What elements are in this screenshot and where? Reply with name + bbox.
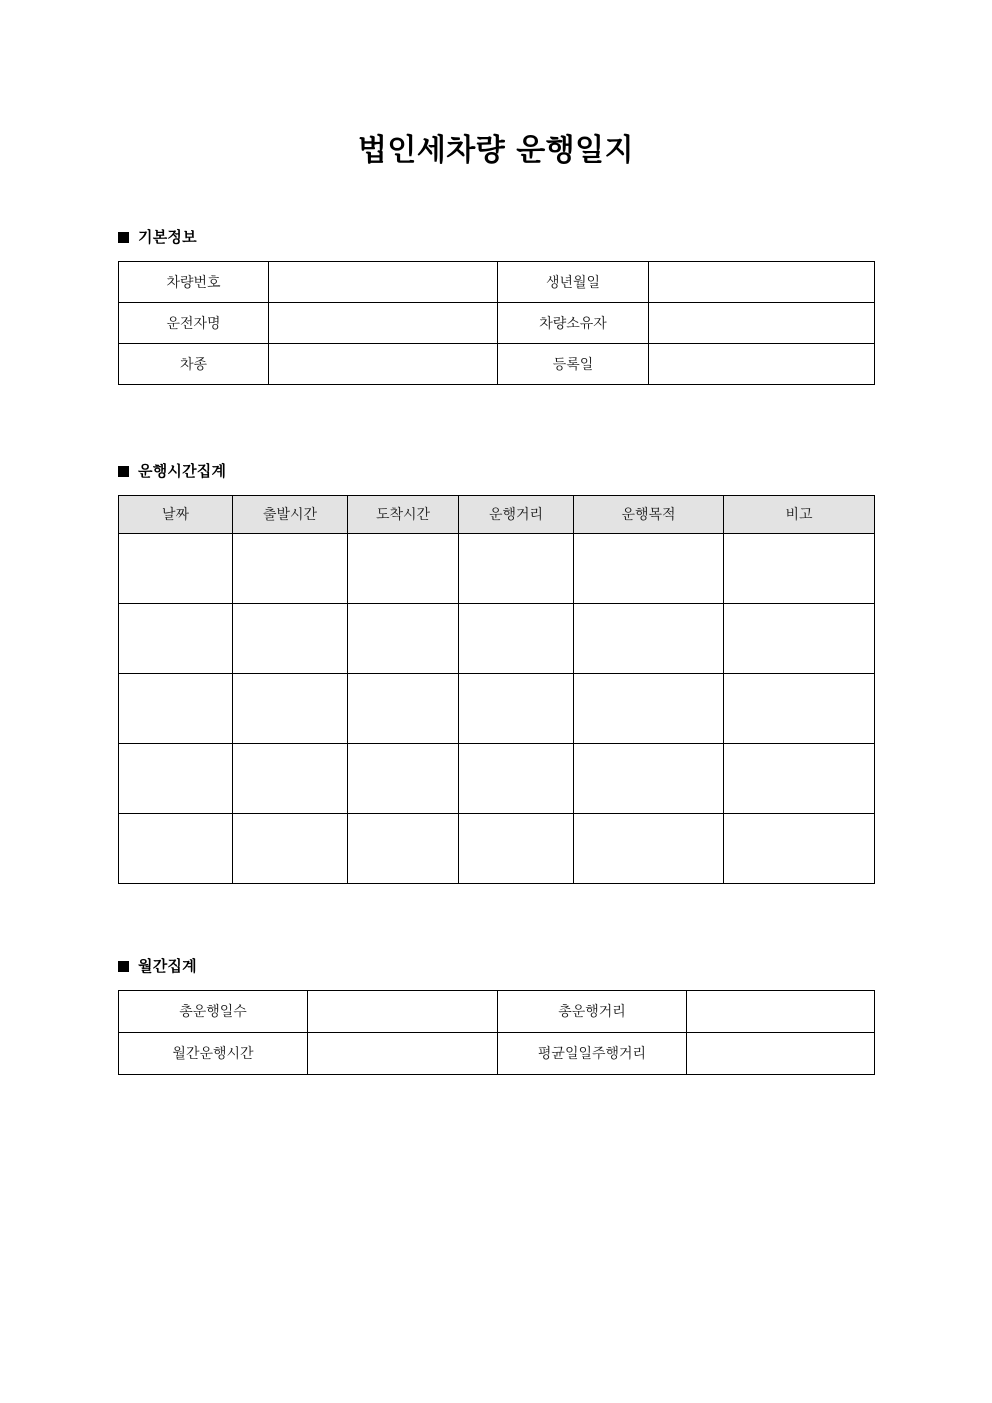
section-driving-log bbox=[0, 461, 992, 884]
table-row bbox=[119, 673, 875, 743]
table-row bbox=[119, 990, 875, 1032]
cell-departure-time[interactable] bbox=[233, 813, 348, 883]
cell-departure-time[interactable] bbox=[233, 603, 348, 673]
section-monthly-summary bbox=[0, 956, 992, 1075]
field-label-average-daily-distance: 평균일일주행거리 bbox=[498, 1032, 687, 1074]
cell-departure-time[interactable] bbox=[233, 533, 348, 603]
cell-arrival-time[interactable] bbox=[348, 603, 459, 673]
section-heading-basic-info bbox=[0, 227, 992, 246]
cell-distance[interactable] bbox=[459, 603, 574, 673]
table-row bbox=[119, 743, 875, 813]
cell-purpose[interactable] bbox=[574, 603, 724, 673]
cell-date[interactable] bbox=[119, 743, 233, 813]
cell-distance[interactable] bbox=[459, 813, 574, 883]
filled-square-icon bbox=[118, 232, 129, 243]
basic-info-table bbox=[118, 261, 875, 385]
cell-purpose[interactable] bbox=[574, 533, 724, 603]
column-header-distance: 운행거리 bbox=[459, 495, 574, 533]
field-label-monthly-driving-hours: 월간운행시간 bbox=[119, 1032, 308, 1074]
cell-remarks[interactable] bbox=[724, 743, 875, 813]
field-value-vehicle-number[interactable] bbox=[269, 261, 498, 302]
section-basic-info bbox=[0, 227, 992, 385]
cell-distance[interactable] bbox=[459, 743, 574, 813]
field-value-average-daily-distance[interactable] bbox=[687, 1032, 875, 1074]
table-header-row bbox=[119, 495, 875, 533]
field-value-vehicle-owner[interactable] bbox=[649, 302, 875, 343]
cell-remarks[interactable] bbox=[724, 813, 875, 883]
field-value-monthly-driving-hours[interactable] bbox=[308, 1032, 498, 1074]
section-heading-monthly-summary bbox=[0, 956, 992, 975]
table-row bbox=[119, 302, 875, 343]
cell-distance[interactable] bbox=[459, 533, 574, 603]
cell-arrival-time[interactable] bbox=[348, 813, 459, 883]
table-row bbox=[119, 343, 875, 384]
column-header-remarks: 비고 bbox=[724, 495, 875, 533]
field-label-driver-name: 운전자명 bbox=[119, 302, 269, 343]
filled-square-icon bbox=[118, 961, 129, 972]
section-heading-label: 운행시간집계 bbox=[138, 461, 227, 480]
field-label-total-distance: 총운행거리 bbox=[498, 990, 687, 1032]
cell-distance[interactable] bbox=[459, 673, 574, 743]
field-label-registration-date: 등록일 bbox=[498, 343, 649, 384]
cell-arrival-time[interactable] bbox=[348, 533, 459, 603]
section-heading-driving-log bbox=[0, 461, 992, 480]
cell-arrival-time[interactable] bbox=[348, 673, 459, 743]
cell-purpose[interactable] bbox=[574, 813, 724, 883]
table-row bbox=[119, 603, 875, 673]
field-label-vehicle-owner: 차량소유자 bbox=[498, 302, 649, 343]
field-label-vehicle-type: 차종 bbox=[119, 343, 269, 384]
cell-arrival-time[interactable] bbox=[348, 743, 459, 813]
cell-date[interactable] bbox=[119, 603, 233, 673]
table-row bbox=[119, 813, 875, 883]
field-value-total-distance[interactable] bbox=[687, 990, 875, 1032]
driving-log-table bbox=[118, 495, 875, 884]
cell-remarks[interactable] bbox=[724, 533, 875, 603]
column-header-purpose: 운행목적 bbox=[574, 495, 724, 533]
monthly-summary-table bbox=[118, 990, 875, 1075]
field-value-vehicle-type[interactable] bbox=[269, 343, 498, 384]
field-label-birth-date: 생년월일 bbox=[498, 261, 649, 302]
cell-departure-time[interactable] bbox=[233, 673, 348, 743]
table-row bbox=[119, 261, 875, 302]
column-header-arrival-time: 도착시간 bbox=[348, 495, 459, 533]
section-heading-label: 기본정보 bbox=[138, 227, 197, 246]
cell-date[interactable] bbox=[119, 813, 233, 883]
table-row bbox=[119, 533, 875, 603]
field-value-driver-name[interactable] bbox=[269, 302, 498, 343]
cell-purpose[interactable] bbox=[574, 743, 724, 813]
field-value-total-driving-days[interactable] bbox=[308, 990, 498, 1032]
cell-remarks[interactable] bbox=[724, 603, 875, 673]
column-header-departure-time: 출발시간 bbox=[233, 495, 348, 533]
cell-departure-time[interactable] bbox=[233, 743, 348, 813]
table-row bbox=[119, 1032, 875, 1074]
field-label-vehicle-number: 차량번호 bbox=[119, 261, 269, 302]
column-header-date: 날짜 bbox=[119, 495, 233, 533]
filled-square-icon bbox=[118, 466, 129, 477]
cell-date[interactable] bbox=[119, 673, 233, 743]
section-heading-label: 월간집계 bbox=[138, 956, 197, 975]
field-value-birth-date[interactable] bbox=[649, 261, 875, 302]
cell-purpose[interactable] bbox=[574, 673, 724, 743]
cell-remarks[interactable] bbox=[724, 673, 875, 743]
page-title: 법인세차량 운행일지 bbox=[357, 133, 635, 168]
cell-date[interactable] bbox=[119, 533, 233, 603]
field-value-registration-date[interactable] bbox=[649, 343, 875, 384]
field-label-total-driving-days: 총운행일수 bbox=[119, 990, 308, 1032]
